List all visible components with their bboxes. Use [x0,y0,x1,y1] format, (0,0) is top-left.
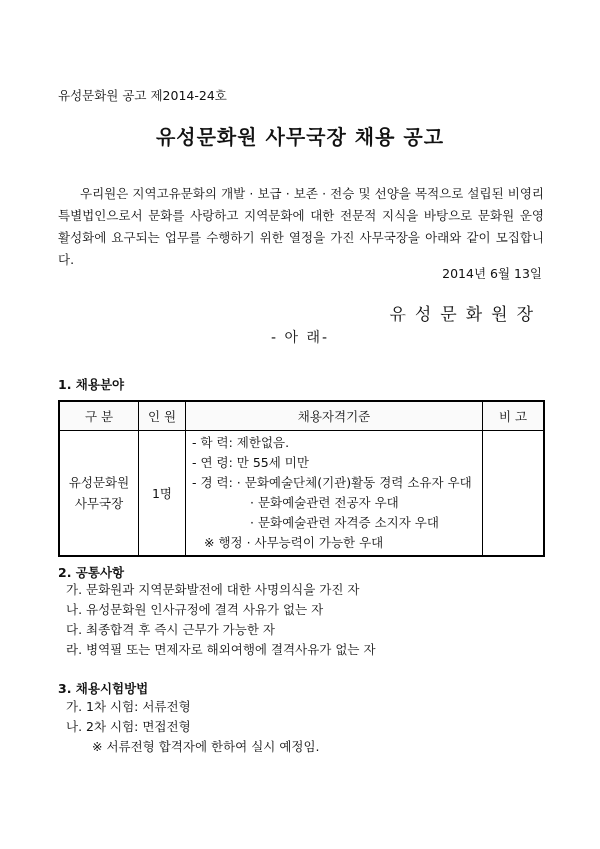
qual-admin-note: ※ 행정 · 사무능력이 가능한 우대 [204,535,384,550]
notice-number: 유성문화원 공고 제2014-24호 [58,88,227,103]
table-header-row [59,401,544,431]
list-item: 나. 2차 시험: 면접전형 [66,719,191,734]
section3-heading: 3. 채용시험방법 [58,681,149,696]
intro-paragraph [58,183,544,271]
qual-career: - 경 력: · 문화예술단체(기관)활동 경력 소유자 우대 [192,475,472,490]
intro-text: 우리원은 지역고유문화의 개발 · 보급 · 보존 · 전승 및 선양을 목적으로 설립된 비영리 특별법인으로서 문화를 사랑하고 지역문화에 대한 전문적 지식을 바탕으로 문화원 운영 활성화에 요구되는 업무를 수행하기 위한 열정을 가진 사무국장을 아래와 같이 모집합니다. [58,186,544,267]
page-title: 유성문화원 사무국장 채용 공고 [155,125,445,149]
list-item: 나. 유성문화원 인사규정에 결격 사유가 없는 자 [66,602,324,617]
qual-license: · 문화예술관련 자격증 소지자 우대 [250,515,439,530]
qual-major: · 문화예술관련 전공자 우대 [250,495,399,510]
type-line1: 유성문화원 [68,475,130,490]
issuer-signature: 유성문화원장 [389,305,542,325]
qual-education: - 학 력: 제한없음. [192,435,290,450]
header-note: 비 고 [483,401,545,431]
cell-count: 1명 [139,431,186,557]
announcement-date: 2014년 6월 13일 [442,266,542,281]
list-item: 가. 문화원과 지역문화발전에 대한 사명의식을 가진 자 [66,582,360,597]
requirements-table [58,400,545,557]
exam-note: ※ 서류전형 합격자에 한하여 실시 예정임. [92,739,320,754]
header-qualifications: 채용자격기준 [186,401,483,431]
header-count: 인 원 [139,401,186,431]
type-line2: 사무국장 [74,496,124,511]
qual-age: - 연 령: 만 55세 미만 [192,455,309,470]
exam-method-list [66,697,320,757]
list-item: 라. 병역필 또는 면제자로 해외여행에 결격사유가 없는 자 [66,642,376,657]
list-item: 다. 최종합격 후 즉시 근무가 가능한 자 [66,622,275,637]
cell-qualifications [186,431,483,557]
cell-note [483,431,545,557]
table-row [59,431,544,557]
section1-heading: 1. 채용분야 [58,377,125,392]
remark-label: - 아 래- [270,330,330,346]
list-item: 가. 1차 시험: 서류전형 [66,699,191,714]
header-type: 구 분 [59,401,139,431]
section2-heading: 2. 공통사항 [58,565,125,580]
common-requirements-list [66,580,376,660]
cell-type [59,431,139,557]
